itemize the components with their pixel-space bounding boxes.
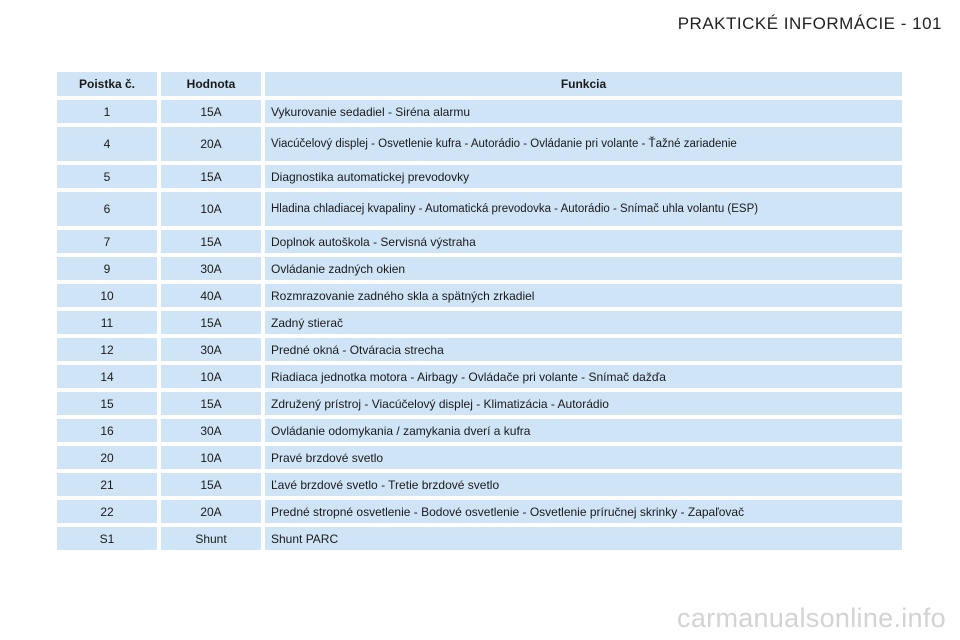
- fuse-function-cell: Ovládanie zadných okien: [265, 257, 902, 280]
- fuse-value-cell: 10A: [161, 365, 265, 388]
- fuse-function-cell: Pravé brzdové svetlo: [265, 446, 902, 469]
- fuse-function-cell: Diagnostika automatickej prevodovky: [265, 165, 902, 188]
- fuse-function-cell: Združený prístroj - Viacúčelový displej - Klimatizácia - Autorádio: [265, 392, 902, 415]
- table-row: [57, 365, 902, 388]
- fuse-function-cell: Predné okná - Otváracia strecha: [265, 338, 902, 361]
- fuse-number-cell: 5: [57, 165, 161, 188]
- fuse-function-cell: Zadný stierač: [265, 311, 902, 334]
- fuse-number-cell: 1: [57, 100, 161, 123]
- fuse-value-cell: 15A: [161, 165, 265, 188]
- fuse-value-cell: 15A: [161, 230, 265, 253]
- table-row: [57, 284, 902, 307]
- table-header-row: [57, 72, 902, 96]
- fuse-function-cell: Rozmrazovanie zadného skla a spätných zrkadiel: [265, 284, 902, 307]
- table-row: [57, 446, 902, 469]
- fuse-number-cell: 20: [57, 446, 161, 469]
- fuse-value-cell: 15A: [161, 100, 265, 123]
- fuse-number-cell: 4: [57, 127, 161, 161]
- fuse-number-cell: 7: [57, 230, 161, 253]
- fuse-function-cell: Hladina chladiacej kvapaliny - Automatická prevodovka - Autorádio - Snímač uhla volantu (ESP): [265, 192, 902, 226]
- table-row: [57, 230, 902, 253]
- table-row: [57, 392, 902, 415]
- fuse-number-cell: 14: [57, 365, 161, 388]
- fuse-value-cell: 30A: [161, 257, 265, 280]
- fuse-number-cell: 12: [57, 338, 161, 361]
- fuse-value-cell: Shunt: [161, 527, 265, 550]
- table-row: [57, 500, 902, 523]
- table-row: [57, 419, 902, 442]
- fuse-function-cell: Ovládanie odomykania / zamykania dverí a kufra: [265, 419, 902, 442]
- table-row: [57, 311, 902, 334]
- table-row: [57, 257, 902, 280]
- column-header-function: Funkcia: [265, 72, 902, 96]
- fuse-value-cell: 10A: [161, 192, 265, 226]
- fuse-value-cell: 20A: [161, 500, 265, 523]
- table-row: [57, 527, 902, 550]
- fuse-function-cell: Ľavé brzdové svetlo - Tretie brzdové svetlo: [265, 473, 902, 496]
- page-title: PRAKTICKÉ INFORMÁCIE - 101: [677, 14, 942, 33]
- table-row: [57, 338, 902, 361]
- table-row: [57, 100, 902, 123]
- fuse-function-cell: Predné stropné osvetlenie - Bodové osvetlenie - Osvetlenie príručnej skrinky - Zapaľovač: [265, 500, 902, 523]
- column-header-value: Hodnota: [161, 72, 265, 96]
- fuse-number-cell: 10: [57, 284, 161, 307]
- fuse-value-cell: 30A: [161, 419, 265, 442]
- fuse-value-cell: 15A: [161, 311, 265, 334]
- table-row: [57, 192, 902, 226]
- table-row: [57, 127, 902, 161]
- fuse-value-cell: 30A: [161, 338, 265, 361]
- fuse-function-cell: Shunt PARC: [265, 527, 902, 550]
- watermark: carmanualsonline.info: [677, 603, 946, 633]
- fuse-value-cell: 40A: [161, 284, 265, 307]
- fuse-table: [57, 68, 902, 554]
- fuse-number-cell: 16: [57, 419, 161, 442]
- column-header-fuse: Poistka č.: [57, 72, 161, 96]
- fuse-number-cell: S1: [57, 527, 161, 550]
- fuse-number-cell: 9: [57, 257, 161, 280]
- fuse-number-cell: 11: [57, 311, 161, 334]
- fuse-value-cell: 15A: [161, 392, 265, 415]
- fuse-number-cell: 21: [57, 473, 161, 496]
- fuse-function-cell: Riadiaca jednotka motora - Airbagy - Ovládače pri volante - Snímač dažďa: [265, 365, 902, 388]
- fuse-value-cell: 20A: [161, 127, 265, 161]
- table-row: [57, 473, 902, 496]
- table-row: [57, 165, 902, 188]
- fuse-number-cell: 22: [57, 500, 161, 523]
- fuse-function-cell: Vykurovanie sedadiel - Siréna alarmu: [265, 100, 902, 123]
- fuse-number-cell: 15: [57, 392, 161, 415]
- fuse-function-cell: Doplnok autoškola - Servisná výstraha: [265, 230, 902, 253]
- fuse-value-cell: 15A: [161, 473, 265, 496]
- fuse-number-cell: 6: [57, 192, 161, 226]
- fuse-value-cell: 10A: [161, 446, 265, 469]
- fuse-function-cell: Viacúčelový displej - Osvetlenie kufra - Autorádio - Ovládanie pri volante - Ťažné zariadenie: [265, 127, 902, 161]
